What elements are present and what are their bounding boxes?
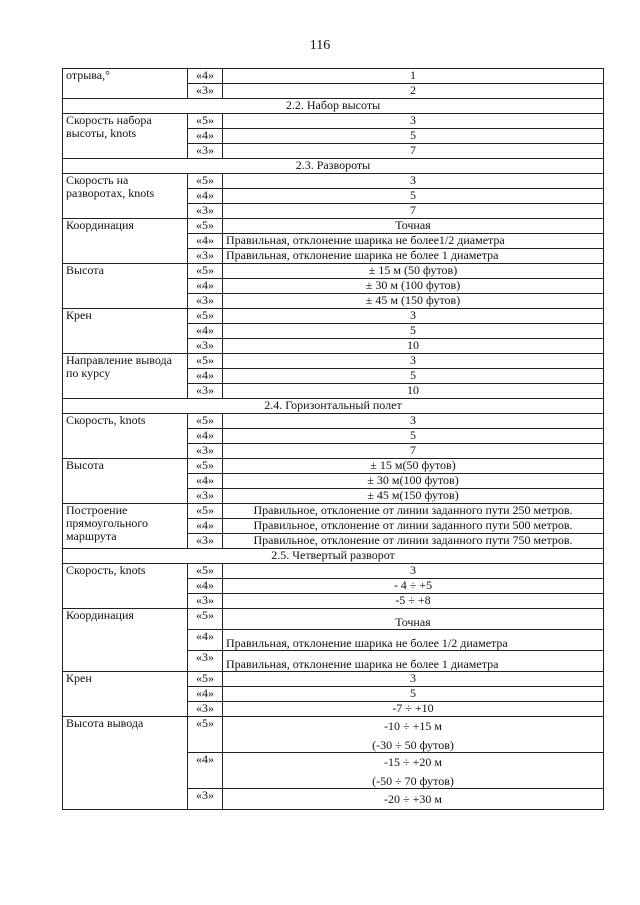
criterion-value: 7 [223,444,604,459]
table-row [63,114,604,129]
grade-mark: «4» [188,753,223,789]
table-row [63,504,604,519]
criterion-value: 3 [223,564,604,579]
criterion-value: 10 [223,384,604,399]
criterion-value: Правильное, отклонение от линии заданного пути 250 метров. [223,504,604,519]
grade-mark: «5» [188,609,223,630]
criterion-value: 3 [223,354,604,369]
grade-mark: «4» [188,519,223,534]
criterion-value: -5 ÷ +8 [223,594,604,609]
criterion-value: -7 ÷ +10 [223,702,604,717]
grade-mark: «3» [188,144,223,159]
parameter-name: Высота [63,459,188,504]
grade-mark: «4» [188,324,223,339]
criterion-value: ± 15 м(50 футов) [223,459,604,474]
table-row [63,414,604,429]
criterion-value: 3 [223,414,604,429]
grade-mark: «5» [188,459,223,474]
criterion-value: ± 45 м(150 футов) [223,489,604,504]
criterion-value: Правильная, отклонение шарика не более 1 диаметра [223,249,604,264]
grade-mark: «3» [188,651,223,672]
criteria-table [62,68,604,810]
parameter-name: Скорость, knots [63,414,188,459]
criterion-value: 5 [223,369,604,384]
parameter-name: Координация [63,609,188,672]
grade-mark: «5» [188,414,223,429]
criterion-value: Точная [223,609,604,630]
grade-mark: «3» [188,204,223,219]
grade-mark: «5» [188,219,223,234]
grade-mark: «5» [188,309,223,324]
parameter-name: Направление вывода по курсу [63,354,188,399]
value-line: (-30 ÷ 50 футов) [372,738,454,752]
grade-mark: «3» [188,249,223,264]
criterion-value: 3 [223,114,604,129]
criterion-value: 3 [223,672,604,687]
criterion-value: ± 15 м (50 футов) [223,264,604,279]
table-row [63,69,604,84]
table-row [63,717,604,753]
parameter-name: Построение прямоугольного маршрута [63,504,188,549]
criterion-value: Правильное, отклонение от линии заданного пути 750 метров. [223,534,604,549]
section-title: 2.3. Развороты [63,159,604,174]
grade-mark: «3» [188,789,223,810]
parameter-name: Крен [63,672,188,717]
section-row [63,549,604,564]
section-title: 2.5. Четвертый разворот [63,549,604,564]
grade-mark: «3» [188,594,223,609]
criterion-value [223,753,604,789]
table-row [63,309,604,324]
grade-mark: «3» [188,84,223,99]
criterion-value: Правильное, отклонение от линии заданного пути 500 метров. [223,519,604,534]
criterion-value: 1 [223,69,604,84]
parameter-name: Координация [63,219,188,264]
grade-mark: «5» [188,354,223,369]
grade-mark: «4» [188,279,223,294]
section-title: 2.4. Горизонтальный полет [63,399,604,414]
grade-mark: «4» [188,630,223,651]
value-line: -10 ÷ +15 м [384,719,442,733]
grade-mark: «3» [188,444,223,459]
section-title: 2.2. Набор высоты [63,99,604,114]
criterion-value: ± 30 м (100 футов) [223,279,604,294]
grade-mark: «5» [188,717,223,753]
parameter-name: Скорость на разворотах, knots [63,174,188,219]
value-line: -15 ÷ +20 м [384,755,442,769]
table-row [63,174,604,189]
criterion-value: 3 [223,309,604,324]
grade-mark: «4» [188,687,223,702]
criterion-value: 7 [223,204,604,219]
parameter-name: Высота вывода [63,717,188,810]
table-row [63,354,604,369]
criterion-value: Правильная, отклонение шарика не более 1 диаметра [223,651,604,672]
criterion-value: - 4 ÷ +5 [223,579,604,594]
criterion-value: Точная [223,219,604,234]
grade-mark: «5» [188,264,223,279]
criterion-value: 2 [223,84,604,99]
table-row [63,564,604,579]
parameter-name: Скорость, knots [63,564,188,609]
grade-mark: «4» [188,579,223,594]
grade-mark: «4» [188,474,223,489]
criterion-value: 5 [223,687,604,702]
criterion-value: 5 [223,189,604,204]
grade-mark: «4» [188,69,223,84]
section-row [63,159,604,174]
criterion-value: 5 [223,324,604,339]
table-row [63,219,604,234]
value-line: (-50 ÷ 70 футов) [372,774,454,788]
parameter-name: Высота [63,264,188,309]
grade-mark: «3» [188,339,223,354]
criterion-value: ± 30 м(100 футов) [223,474,604,489]
criterion-value: 10 [223,339,604,354]
grade-mark: «5» [188,564,223,579]
criterion-value: 7 [223,144,604,159]
grade-mark: «4» [188,189,223,204]
grade-mark: «5» [188,174,223,189]
criterion-value: 5 [223,429,604,444]
grade-mark: «3» [188,489,223,504]
criterion-value: Правильная, отклонение шарика не более 1/2 диаметра [223,630,604,651]
grade-mark: «3» [188,384,223,399]
grade-mark: «4» [188,429,223,444]
grade-mark: «5» [188,504,223,519]
parameter-name: Крен [63,309,188,354]
criterion-value: Правильная, отклонение шарика не более1/2 диаметра [223,234,604,249]
grade-mark: «5» [188,672,223,687]
grade-mark: «3» [188,294,223,309]
criterion-value: ± 45 м (150 футов) [223,294,604,309]
grade-mark: «4» [188,129,223,144]
criterion-value [223,717,604,753]
grade-mark: «4» [188,234,223,249]
table-row [63,459,604,474]
parameter-name: отрыва,° [63,69,188,99]
criterion-value: 3 [223,174,604,189]
table-row [63,672,604,687]
table-row [63,609,604,630]
criterion-value: -20 ÷ +30 м [223,789,604,810]
grade-mark: «3» [188,534,223,549]
grade-mark: «5» [188,114,223,129]
grade-mark: «3» [188,702,223,717]
section-row [63,399,604,414]
parameter-name: Скорость набора высоты, knots [63,114,188,159]
page-number: 116 [309,38,331,53]
criterion-value: 5 [223,129,604,144]
table-row [63,264,604,279]
section-row [63,99,604,114]
grade-mark: «4» [188,369,223,384]
